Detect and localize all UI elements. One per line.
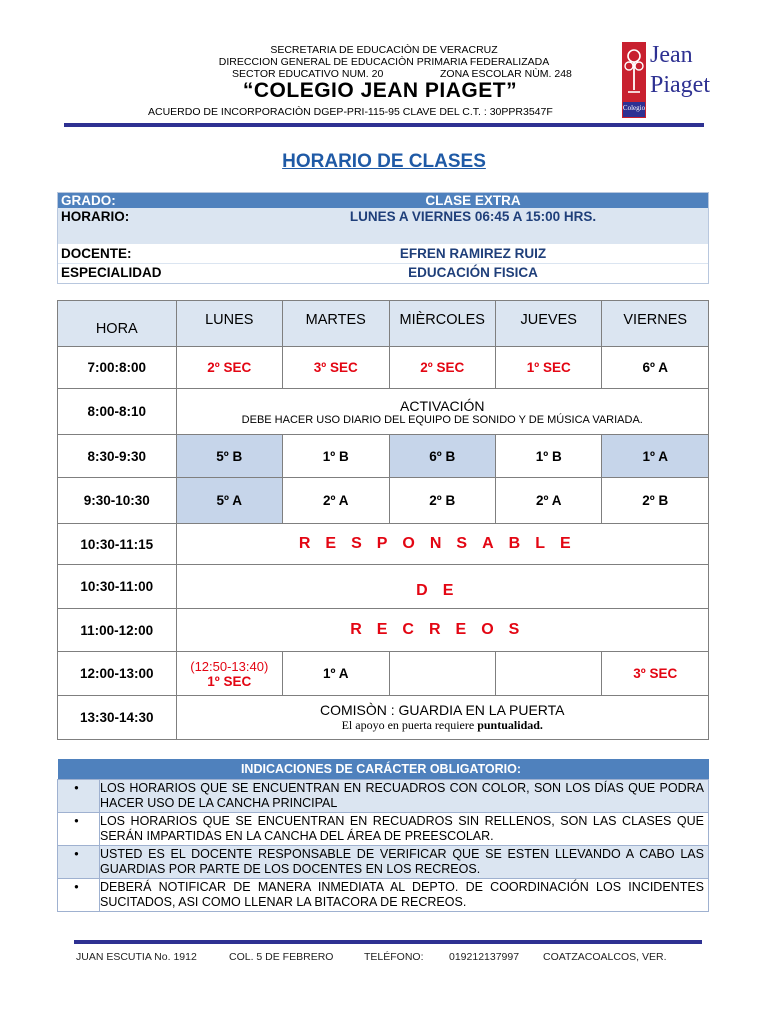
class-cell	[176, 652, 282, 696]
class-name: 1º SEC	[207, 673, 252, 689]
docente-value: EFREN RAMIREZ RUIZ	[237, 244, 709, 263]
time-cell: 10:30-11:00	[58, 565, 177, 609]
horario-label: HORARIO:	[57, 208, 237, 225]
class-cell: 1º B	[495, 435, 601, 478]
footer-address: JUAN ESCUTIA No. 1912	[76, 951, 197, 963]
bullet-icon: •	[58, 812, 100, 845]
table-row	[58, 347, 709, 389]
time-cell: 8:30-9:30	[58, 435, 177, 478]
responsable-cell: RESPONSABLE	[176, 524, 708, 565]
de-cell: DE	[176, 565, 708, 609]
grado-label: GRADO:	[57, 192, 237, 208]
class-cell: 1º A	[283, 652, 389, 696]
header-line-direccion: DIRECCION GENERAL DE EDUCACIÒN PRIMARIA FEDERALIZADA	[218, 56, 550, 68]
activation-note: DEBE HACER USO DIARIO DEL EQUIPO DE SONIDO Y DE MÚSICA VARIADA.	[241, 413, 643, 426]
especialidad-value: EDUCACIÓN FISICA	[237, 263, 709, 282]
class-cell: 2º A	[495, 478, 601, 524]
header-divider	[64, 123, 704, 127]
bullet-icon: •	[58, 779, 100, 812]
grado-value: CLASE EXTRA	[237, 192, 709, 208]
header-lunes: LUNES	[176, 301, 282, 347]
footer-colonia: COL. 5 DE FEBRERO	[229, 951, 334, 963]
especialidad-label: ESPECIALIDAD	[57, 263, 237, 282]
header-hora: HORA	[58, 301, 177, 347]
footer-tel-label: TELÉFONO:	[364, 951, 424, 963]
header-zona: ZONA ESCOLAR NÙM. 248	[440, 68, 572, 80]
class-cell: 2º SEC	[389, 347, 495, 389]
class-cell: 1º SEC	[495, 347, 601, 389]
class-cell	[495, 652, 601, 696]
header-miercoles: MIÈRCOLES	[389, 301, 495, 347]
list-item	[58, 845, 709, 878]
activation-cell	[176, 389, 708, 435]
comision-note-text: El apoyo en puerta requiere	[341, 718, 478, 732]
class-cell: 3º SEC	[602, 652, 709, 696]
time-cell: 10:30-11:15	[58, 524, 177, 565]
recreos-cell: RECREOS	[176, 609, 708, 652]
comision-note	[177, 718, 708, 733]
time-cell: 11:00-12:00	[58, 609, 177, 652]
header-viernes: VIERNES	[602, 301, 709, 347]
table-row	[58, 652, 709, 696]
table-row	[58, 435, 709, 478]
time-cell: 7:00:8:00	[58, 347, 177, 389]
class-cell: 5º A	[176, 478, 282, 524]
time-cell: 8:00-8:10	[58, 389, 177, 435]
class-cell: 6º B	[389, 435, 495, 478]
info-table	[57, 192, 709, 282]
time-cell: 13:30-14:30	[58, 696, 177, 740]
indication-text: USTED ES EL DOCENTE RESPONSABLE DE VERIFICAR QUE SE ESTEN LLEVANDO A CABO LAS GUARDIAS POR PARTE DE LOS DOCENTES EN LOS RECREOS.	[100, 845, 709, 878]
page-title: HORARIO DE CLASES	[282, 151, 486, 172]
list-item	[58, 779, 709, 812]
school-logo	[622, 42, 742, 118]
list-item	[58, 878, 709, 911]
list-item	[58, 812, 709, 845]
logo-colegio: Colegio	[622, 104, 646, 112]
class-cell: 5º B	[176, 435, 282, 478]
table-row	[58, 389, 709, 435]
header-sector: SECTOR EDUCATIVO NUM. 20	[232, 68, 384, 80]
class-cell: 3º SEC	[283, 347, 389, 389]
comision-cell	[176, 696, 708, 740]
class-cell: 1º A	[602, 435, 709, 478]
footer-tel: 019212137997	[449, 951, 520, 963]
school-name: “COLEGIO JEAN PIAGET”	[242, 79, 518, 102]
class-cell: 2º B	[389, 478, 495, 524]
logo-word-jean: Jean	[650, 42, 693, 68]
schedule-header-row	[58, 301, 709, 347]
class-cell: 2º A	[283, 478, 389, 524]
header-line-secretaria: SECRETARIA DE EDUCACIÒN DE VERACRUZ	[270, 44, 498, 56]
docente-label: DOCENTE:	[57, 244, 237, 263]
bullet-icon: •	[58, 845, 100, 878]
header-martes: MARTES	[283, 301, 389, 347]
indications-header: INDICACIONES DE CARÁCTER OBLIGATORIO:	[58, 759, 709, 779]
footer-city: COATZACOALCOS, VER.	[543, 951, 667, 963]
comision-title: COMISÒN : GUARDIA EN LA PUERTA	[319, 702, 565, 718]
logo-word-piaget: Piaget	[650, 72, 710, 98]
header-jueves: JUEVES	[495, 301, 601, 347]
indications-table	[57, 759, 709, 912]
class-time-note: (12:50-13:40)	[190, 658, 269, 674]
table-row	[58, 524, 709, 565]
table-row	[58, 478, 709, 524]
time-cell: 12:00-13:00	[58, 652, 177, 696]
indication-text: LOS HORARIOS QUE SE ENCUENTRAN EN RECUADROS CON COLOR, SON LOS DÍAS QUE PODRA HACER USO DE LA CANCHA PRINCIPAL	[100, 779, 709, 812]
indication-text: LOS HORARIOS QUE SE ENCUENTRAN EN RECUADROS SIN RELLENOS, SON LAS CLASES QUE SERÁN IMPARTIDAS EN LA CANCHA DEL ÁREA DE PREESCOLAR.	[100, 812, 709, 845]
class-cell: 2º SEC	[176, 347, 282, 389]
footer-divider	[74, 940, 702, 944]
horario-value: LUNES A VIERNES 06:45 A 15:00 HRS.	[237, 208, 709, 225]
schedule-table	[57, 300, 709, 740]
indication-text: DEBERÁ NOTIFICAR DE MANERA INMEDIATA AL DEPTO. DE COORDINACIÓN LOS INCIDENTES SUCITADOS, ASI COMO LLENAR LA BITACORA DE RECREOS.	[100, 878, 709, 911]
table-row	[58, 565, 709, 609]
table-row	[58, 696, 709, 740]
table-row	[58, 609, 709, 652]
bullet-icon: •	[58, 878, 100, 911]
class-cell: 1º B	[283, 435, 389, 478]
class-cell: 6º A	[602, 347, 709, 389]
acuerdo-text: ACUERDO DE INCORPORACIÒN DGEP-PRI-115-95 CLAVE DEL C.T. : 30PPR3547F	[148, 106, 553, 118]
class-cell: 2º B	[602, 478, 709, 524]
class-cell	[389, 652, 495, 696]
activation-title: ACTIVACIÓN	[400, 397, 485, 414]
comision-note-bold: puntualidad.	[477, 718, 543, 732]
time-cell: 9:30-10:30	[58, 478, 177, 524]
